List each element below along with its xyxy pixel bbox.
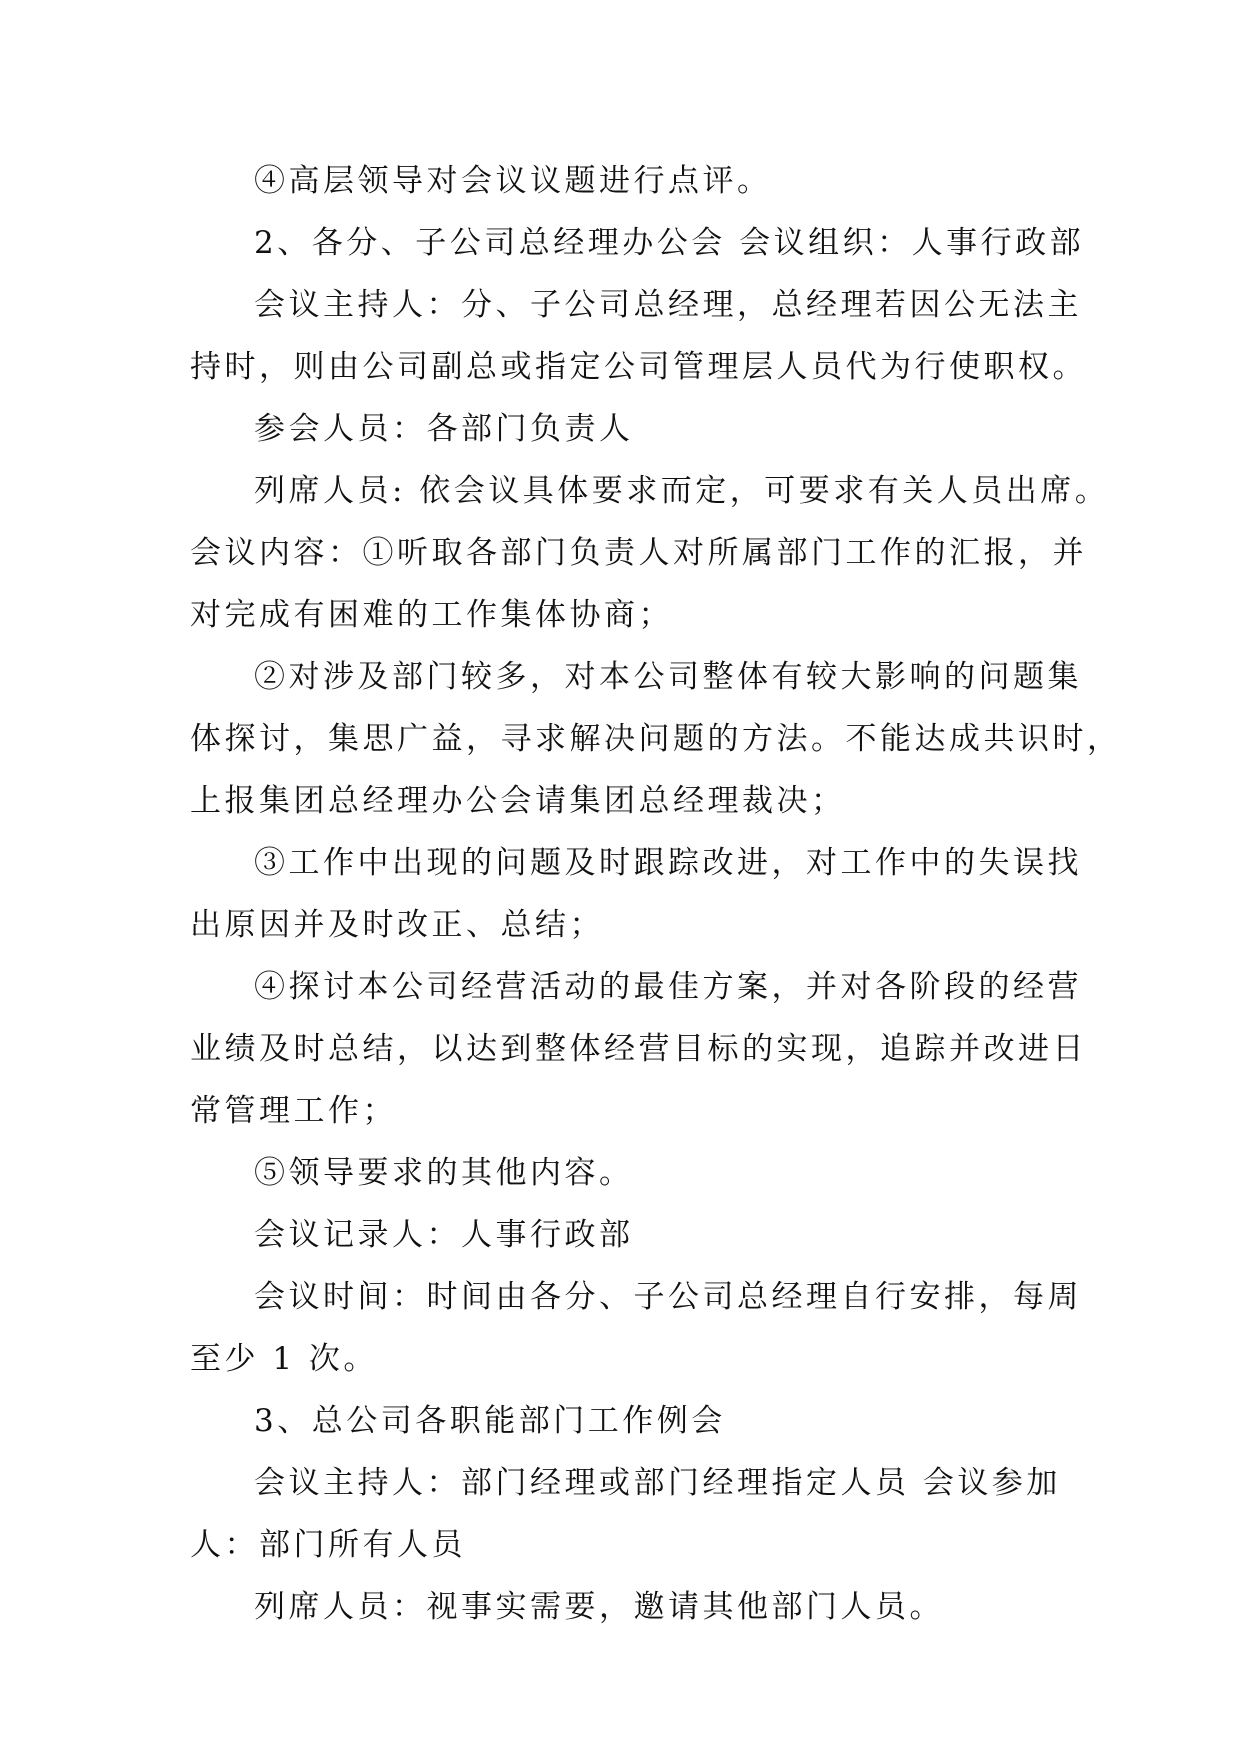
text-line: ②对涉及部门较多，对本公司整体有较大影响的问题集 <box>254 659 1082 695</box>
text-line: 会议内容：①听取各部门负责人对所属部门工作的汇报，并 <box>190 535 1087 571</box>
text-line: 至少 1 次。 <box>190 1341 378 1377</box>
document-body <box>190 150 1122 1638</box>
text-line: 出原因并及时改正、总结； <box>190 907 604 943</box>
text-line: 常管理工作； <box>190 1093 397 1129</box>
text-line: 参会人员：各部门负责人 <box>254 411 634 447</box>
text-line: 业绩及时总结，以达到整体经营目标的实现，追踪并改进日 <box>190 1031 1087 1067</box>
section-heading: 3、总公司各职能部门工作例会 <box>254 1403 726 1439</box>
section-heading: 2、各分、子公司总经理办公会 会议组织：人事行政部 <box>254 225 1085 261</box>
text-line: 体探讨，集思广益，寻求解决问题的方法。不能达成共识时， <box>190 721 1122 757</box>
text-line: 人：部门所有人员 <box>190 1527 466 1563</box>
text-line: 会议记录人：人事行政部 <box>254 1217 634 1253</box>
text-line: ⑤领导要求的其他内容。 <box>254 1155 634 1191</box>
text-line: 会议主持人：分、子公司总经理，总经理若因公无法主 <box>254 287 1082 323</box>
text-line: ③工作中出现的问题及时跟踪改进，对工作中的失误找 <box>254 845 1082 881</box>
text-line: 持时，则由公司副总或指定公司管理层人员代为行使职权。 <box>190 349 1087 385</box>
text-line: ④探讨本公司经营活动的最佳方案，并对各阶段的经营 <box>254 969 1082 1005</box>
text-line: 会议主持人：部门经理或部门经理指定人员 会议参加 <box>254 1465 1061 1501</box>
text-line: 上报集团总经理办公会请集团总经理裁决； <box>190 783 846 819</box>
text-line: 列席人员: 依会议具体要求而定，可要求有关人员出席。 <box>254 473 1110 509</box>
text-line: 列席人员：视事实需要，邀请其他部门人员。 <box>254 1589 944 1625</box>
text-line: 会议时间：时间由各分、子公司总经理自行安排，每周 <box>254 1279 1082 1315</box>
text-line: 对完成有困难的工作集体协商； <box>190 597 673 633</box>
text-line: ④高层领导对会议议题进行点评。 <box>254 163 772 199</box>
